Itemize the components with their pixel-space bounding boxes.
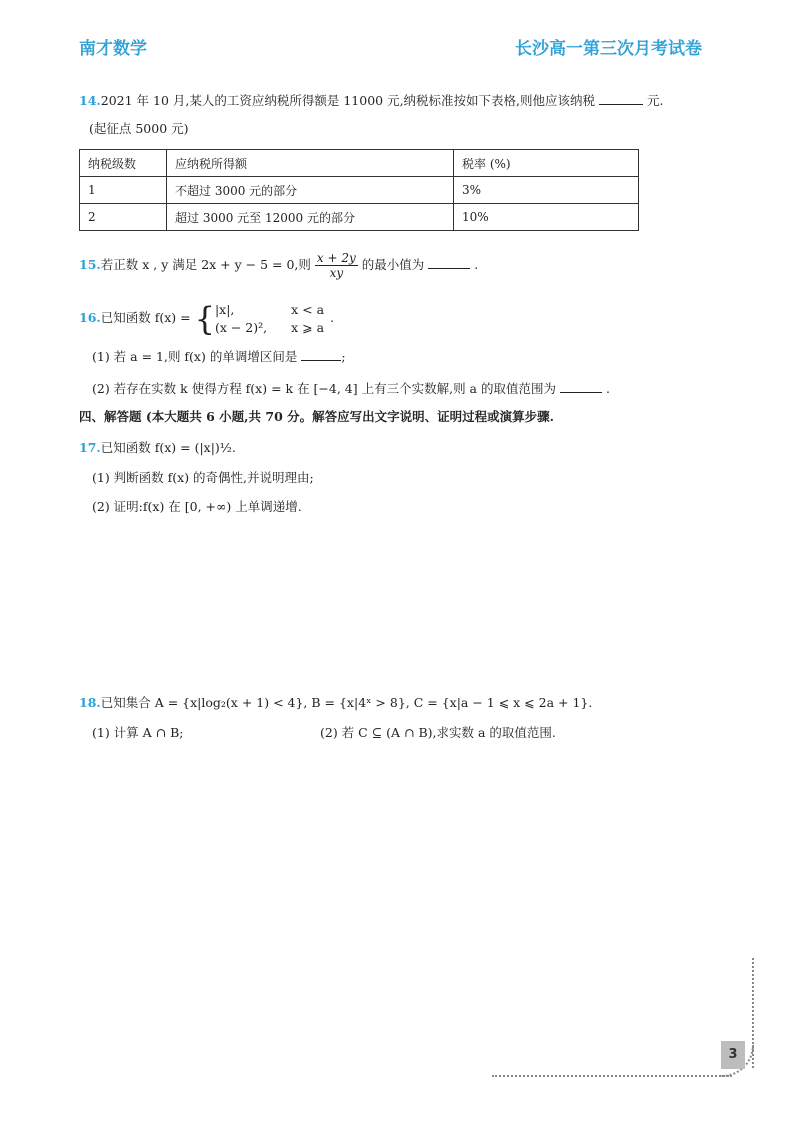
table-cell: 超过 3000 元至 12000 元的部分	[167, 204, 454, 231]
part-text: (2) 若存在实数 k 使得方程 f(x) = k 在 [−4, 4] 上有三个实数解,则 a 的取值范围为	[92, 381, 556, 396]
question-17-part-2: (2) 证明:f(x) 在 [0, +∞) 上单调递增.	[92, 499, 302, 514]
corner-dotted-line-horizontal	[492, 1075, 732, 1077]
table-cell: 10%	[454, 204, 639, 231]
case-cond: x < a	[291, 301, 325, 317]
fraction-denominator: xy	[329, 266, 344, 280]
question-text: 若正数 x , y 满足 2x + y − 5 = 0,则	[100, 257, 311, 272]
table-row	[80, 177, 639, 204]
question-text: 已知函数 f(x) = (|x|)½.	[100, 440, 236, 455]
question-18-part-2: (2) 若 C ⊆ (A ∩ B),求实数 a 的取值范围.	[320, 725, 556, 740]
table-cell: 1	[80, 177, 167, 204]
part-text: (1) 若 a = 1,则 f(x) 的单调增区间是	[92, 349, 298, 364]
question-14	[79, 92, 663, 110]
question-17	[79, 439, 236, 457]
case-expr: (x − 2)²,	[214, 319, 268, 335]
table-header-cell: 纳税级数	[80, 150, 167, 177]
question-text: 已知函数 f(x) =	[100, 310, 191, 325]
question-text: 2021 年 10 月,某人的工资应纳税所得额是 11000 元,纳税标准按如下表格,则他应该纳税	[100, 93, 596, 108]
header-exam-title: 长沙高一第三次月考试卷	[515, 39, 702, 59]
fraction	[315, 251, 358, 280]
section-heading: 四、解答题 (本大题共 6 小题,共 70 分。解答应写出文字说明、证明过程或演算步骤.	[79, 409, 554, 424]
question-text-post: 的最小值为	[361, 257, 425, 272]
question-number: 17.	[79, 440, 101, 455]
period: .	[605, 381, 610, 396]
page-number: 3	[721, 1041, 745, 1069]
question-16	[79, 300, 334, 338]
question-17-part-1: (1) 判断函数 f(x) 的奇偶性,并说明理由;	[92, 470, 314, 485]
table-cell: 不超过 3000 元的部分	[167, 177, 454, 204]
tax-table	[79, 149, 639, 231]
question-number: 15.	[79, 257, 101, 272]
table-cell: 3%	[454, 177, 639, 204]
answer-blank[interactable]	[560, 380, 602, 393]
fraction-numerator: x + 2y	[316, 251, 356, 265]
header-brand: 南才数学	[79, 39, 147, 59]
case-expr: |x|,	[214, 301, 235, 317]
question-number: 14.	[79, 93, 101, 108]
question-15	[79, 250, 478, 280]
table-header-cell: 应纳税所得额	[167, 150, 454, 177]
case-cond: x ⩾ a	[291, 319, 325, 335]
answer-blank[interactable]	[428, 256, 470, 269]
piecewise-cases	[215, 301, 330, 337]
part-end: ;	[341, 349, 346, 364]
answer-blank[interactable]	[599, 92, 643, 105]
table-cell: 2	[80, 204, 167, 231]
question-18-part-1: (1) 计算 A ∩ B;	[92, 725, 184, 740]
table-row	[80, 204, 639, 231]
question-text: 已知集合 A = {x|log₂(x + 1) < 4}, B = {x|4ˣ > 8}, C = {x|a − 1 ⩽ x ⩽ 2a + 1}.	[100, 695, 593, 710]
question-number: 16.	[79, 310, 101, 325]
period: .	[330, 310, 335, 325]
question-16-part-2	[92, 380, 610, 398]
question-number: 18.	[79, 695, 101, 710]
table-header-cell: 税率 (%)	[454, 150, 639, 177]
question-16-part-1	[92, 348, 346, 366]
brace-icon: {	[194, 299, 215, 338]
period: .	[474, 257, 479, 272]
question-14-note: (起征点 5000 元)	[89, 121, 189, 136]
table-header-row	[80, 150, 639, 177]
answer-blank[interactable]	[301, 348, 341, 361]
question-18	[79, 694, 592, 712]
unit-text: 元.	[647, 93, 664, 108]
